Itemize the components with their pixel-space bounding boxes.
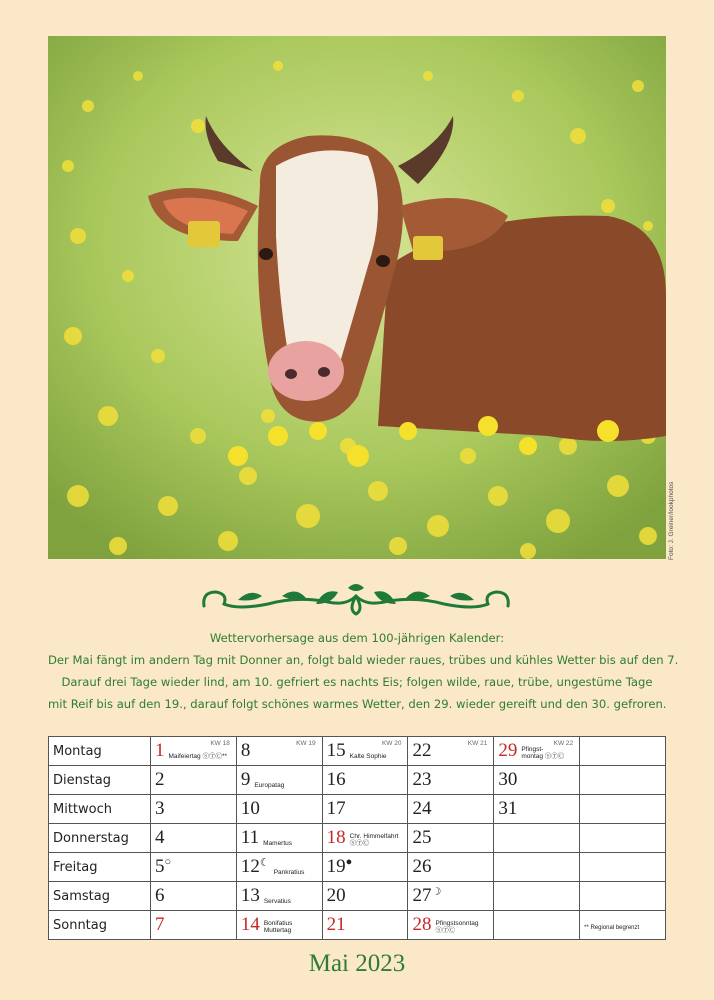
- regional-note: ** Regional begrenzt: [584, 925, 640, 931]
- week-number: KW 19: [296, 740, 316, 747]
- date-cell: [494, 766, 580, 795]
- empty-cell: [494, 853, 580, 882]
- weekday-label: Mittwoch: [49, 795, 151, 824]
- date-cell: [408, 882, 494, 911]
- date-number: 10: [240, 798, 260, 819]
- date-number: 12: [240, 856, 260, 877]
- empty-cell: [580, 737, 666, 766]
- empty-cell: [494, 882, 580, 911]
- calendar-row: [49, 911, 666, 940]
- date-number: 19: [326, 856, 346, 877]
- holiday-note: Maifeiertag ⓈⓉⒸ**: [168, 753, 228, 760]
- holiday-note: Servatius: [263, 898, 291, 905]
- weekday-label: Samstag: [49, 882, 151, 911]
- holiday-note: [350, 833, 399, 847]
- holiday-note: [521, 746, 564, 760]
- date-cell: [322, 737, 408, 766]
- date-cell: [322, 824, 408, 853]
- regional-note-cell: [580, 911, 666, 940]
- date-number: 11: [240, 827, 260, 848]
- date-cell: [494, 737, 580, 766]
- date-cell: [151, 882, 237, 911]
- date-number: 8: [240, 740, 251, 761]
- date-cell: [236, 824, 322, 853]
- waxing-moon-icon: ☽: [431, 886, 442, 898]
- holiday-note-line: montag ⓈⓉⒸ: [521, 753, 565, 760]
- weekday-label: Freitag: [49, 853, 151, 882]
- quote-line: Darauf drei Tage wieder lind, am 10. gefriert es nachts Eis; folgen wilde, raue, trübe, ungestüme Tage: [61, 675, 653, 689]
- date-number: 18: [326, 827, 346, 848]
- weekday-label: Sonntag: [49, 911, 151, 940]
- holiday-note: [435, 920, 478, 934]
- date-cell: [494, 795, 580, 824]
- holiday-note-line: Chr. Himmelfahrt: [349, 833, 399, 840]
- date-cell: [236, 737, 322, 766]
- date-number: 24: [412, 798, 432, 819]
- calendar-row: [49, 737, 666, 766]
- date-cell: [408, 824, 494, 853]
- date-number: 4: [155, 827, 165, 848]
- week-number: KW 20: [381, 740, 402, 747]
- date-number: 17: [326, 798, 346, 819]
- calendar-row: [49, 853, 666, 882]
- date-number: 31: [498, 798, 518, 819]
- date-cell: [322, 795, 408, 824]
- date-number: 16: [326, 769, 346, 790]
- date-cell: [322, 911, 408, 940]
- date-number: 29: [498, 740, 518, 761]
- holiday-note: Kalte Sophie: [349, 753, 387, 760]
- full-moon-icon: ○: [164, 856, 172, 868]
- date-number: 27: [412, 885, 432, 906]
- date-cell: [236, 853, 322, 882]
- date-cell: [322, 853, 408, 882]
- holiday-note-line: Pfingst-: [521, 746, 544, 753]
- holiday-note-line: ⓈⓉⒸ: [435, 927, 455, 934]
- holiday-note: Europatag: [254, 782, 285, 789]
- photo-credit-text: Foto: J. Greiner/lookphotos: [668, 481, 675, 560]
- date-cell: [408, 737, 494, 766]
- empty-cell: [494, 824, 580, 853]
- date-cell: [151, 737, 237, 766]
- date-cell: [151, 766, 237, 795]
- date-cell: [322, 766, 408, 795]
- date-cell: [151, 853, 237, 882]
- date-number: 1: [155, 740, 165, 761]
- empty-cell: [580, 795, 666, 824]
- calendar-row: [49, 882, 666, 911]
- quote-line: Wettervorhersage aus dem 100-jährigen Kalender:: [209, 631, 505, 645]
- weekday-label: Montag: [49, 737, 151, 766]
- ornament-divider: [198, 582, 514, 616]
- holiday-note: Pankratius: [273, 869, 305, 876]
- week-number: KW 21: [467, 740, 488, 747]
- date-cell: [408, 795, 494, 824]
- holiday-note-line: Bonifatius: [263, 920, 293, 927]
- empty-cell: [580, 766, 666, 795]
- calendar-row: [49, 824, 666, 853]
- calendar-grid: [48, 736, 666, 940]
- empty-cell: [580, 853, 666, 882]
- month-title: Mai 2023: [308, 950, 406, 977]
- date-number: 15: [326, 740, 346, 761]
- date-cell: [236, 911, 322, 940]
- date-cell: [236, 882, 322, 911]
- holiday-note-line: ⓈⓉⒸ: [349, 840, 370, 847]
- cow-photo: [48, 36, 666, 559]
- week-number: KW 18: [210, 740, 230, 747]
- date-number: 2: [155, 769, 165, 790]
- weekday-label: Dienstag: [49, 766, 151, 795]
- date-cell: [151, 824, 237, 853]
- week-number: KW 22: [553, 740, 574, 747]
- waning-moon-icon: ☾: [259, 857, 270, 869]
- holiday-note: Mamertus: [263, 840, 293, 847]
- date-number: 26: [412, 856, 432, 877]
- date-number: 28: [412, 914, 432, 935]
- date-number: 22: [412, 740, 432, 761]
- date-number: 25: [412, 827, 432, 848]
- date-cell: [151, 911, 237, 940]
- date-number: 9: [240, 769, 251, 790]
- date-cell: [151, 795, 237, 824]
- holiday-note-line: Muttertag: [263, 927, 292, 934]
- date-cell: [236, 766, 322, 795]
- date-cell: [408, 853, 494, 882]
- photo-credit: [668, 470, 678, 560]
- date-number: 23: [412, 769, 432, 790]
- date-number: 13: [240, 885, 260, 906]
- date-number: 5: [155, 856, 165, 877]
- date-number: 6: [155, 885, 165, 906]
- holiday-note: [264, 920, 293, 934]
- quote-line: Der Mai fängt im andern Tag mit Donner an, folgt bald wieder raues, trübes und kühles Wetter bis auf den 7.: [48, 653, 679, 667]
- empty-cell: [580, 824, 666, 853]
- date-cell: [408, 766, 494, 795]
- quote-line: mit Reif bis auf den 19., darauf folgt schönes warmes Wetter, den 29. wieder gereift und den 30. gefroren.: [48, 697, 667, 711]
- new-moon-icon: ●: [345, 856, 353, 868]
- date-number: 3: [155, 798, 165, 819]
- date-number: 20: [326, 885, 346, 906]
- calendar-row: [49, 795, 666, 824]
- calendar-row: [49, 766, 666, 795]
- weekday-label: Donnerstag: [49, 824, 151, 853]
- date-number: 7: [155, 914, 165, 935]
- empty-cell: [494, 911, 580, 940]
- holiday-note-line: Pfingstsonntag: [435, 920, 479, 927]
- date-cell: [408, 911, 494, 940]
- empty-cell: [580, 882, 666, 911]
- date-number: 14: [240, 914, 260, 935]
- date-cell: [322, 882, 408, 911]
- date-number: 21: [326, 914, 346, 935]
- date-number: 30: [498, 769, 518, 790]
- date-cell: [236, 795, 322, 824]
- weather-quote: [48, 627, 679, 715]
